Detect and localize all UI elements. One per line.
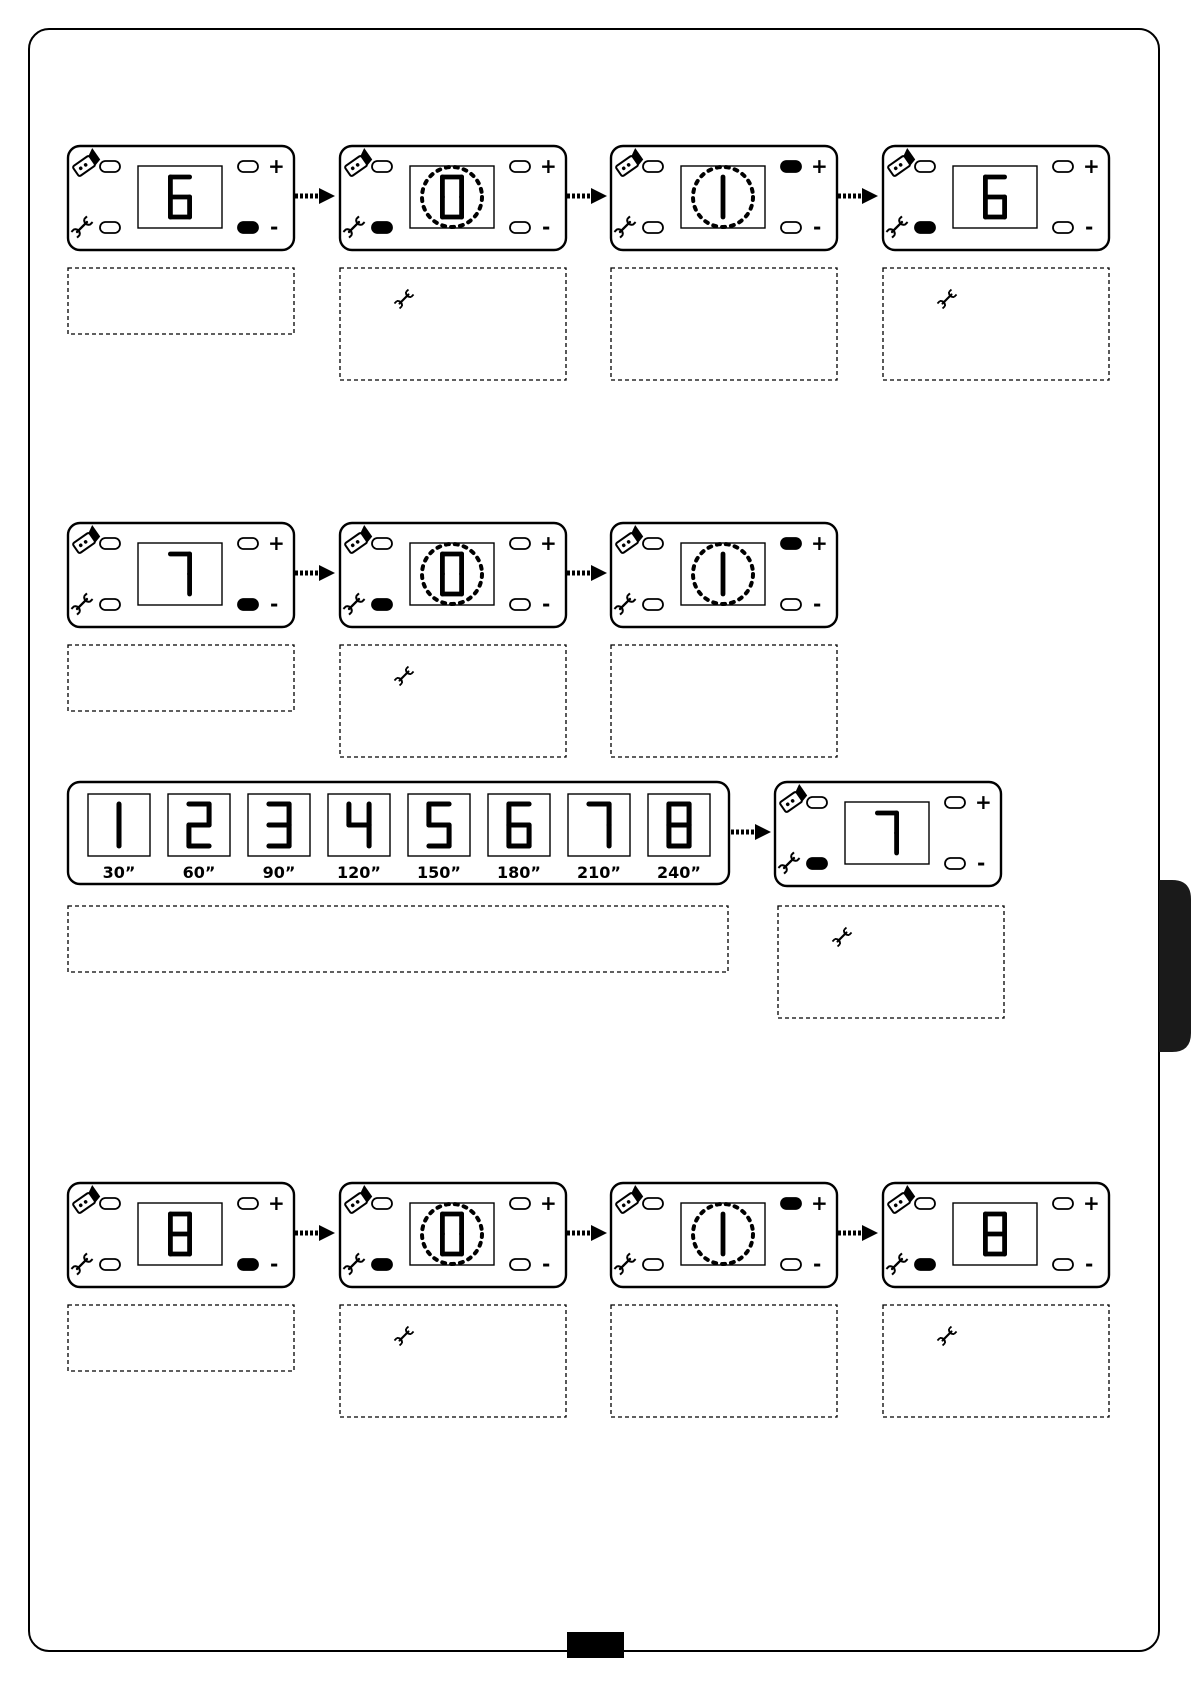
led-wrench xyxy=(372,222,392,233)
control-panel xyxy=(883,146,1109,250)
led-plus xyxy=(945,797,965,808)
led-remote xyxy=(100,161,120,172)
note-frame xyxy=(611,645,837,757)
led-remote xyxy=(643,1198,663,1209)
control-panel xyxy=(68,146,294,250)
chapter-side-tab xyxy=(1159,880,1191,1052)
minus-label: - xyxy=(270,592,279,616)
wrench-icon xyxy=(937,289,956,308)
time-option-5 xyxy=(408,794,470,882)
minus-label: - xyxy=(977,851,986,875)
arrow-right-icon xyxy=(295,565,335,581)
led-plus xyxy=(238,161,258,172)
led-wrench xyxy=(643,1259,663,1270)
led-remote xyxy=(372,161,392,172)
plus-label: + xyxy=(1083,1191,1100,1215)
minus-label: - xyxy=(270,1252,279,1276)
led-wrench xyxy=(643,222,663,233)
control-panel xyxy=(883,1183,1109,1287)
note-box xyxy=(68,268,294,334)
plus-label: + xyxy=(268,1191,285,1215)
wrench-icon xyxy=(937,1326,956,1345)
control-panel xyxy=(68,1183,294,1287)
led-wrench xyxy=(100,599,120,610)
led-minus xyxy=(781,222,801,233)
time-option-label: 210” xyxy=(577,863,621,882)
led-minus xyxy=(510,222,530,233)
plus-label: + xyxy=(811,1191,828,1215)
led-wrench xyxy=(915,222,935,233)
plus-label: + xyxy=(1083,154,1100,178)
led-minus xyxy=(1053,1259,1073,1270)
led-minus xyxy=(781,599,801,610)
led-plus xyxy=(781,1198,801,1209)
time-option-label: 180” xyxy=(497,863,541,882)
note-frame xyxy=(68,906,728,972)
time-option-label: 60” xyxy=(182,863,216,882)
control-panel xyxy=(340,1183,566,1287)
note-box xyxy=(883,268,1109,380)
note-frame xyxy=(340,268,566,380)
led-plus xyxy=(510,1198,530,1209)
note-box xyxy=(778,906,1004,1018)
minus-label: - xyxy=(813,592,822,616)
note-frame xyxy=(883,1305,1109,1417)
plus-label: + xyxy=(540,1191,557,1215)
note-box xyxy=(340,1305,566,1417)
note-frame xyxy=(340,645,566,757)
note-box xyxy=(68,645,294,711)
time-option-6 xyxy=(488,794,550,882)
note-frame xyxy=(883,268,1109,380)
page-number-tab xyxy=(567,1632,624,1658)
time-option-label: 150” xyxy=(417,863,461,882)
led-minus xyxy=(238,599,258,610)
time-option-label: 30” xyxy=(102,863,136,882)
minus-label: - xyxy=(813,1252,822,1276)
note-box xyxy=(611,1305,837,1417)
time-option-8 xyxy=(648,794,710,882)
note-box xyxy=(883,1305,1109,1417)
control-panel xyxy=(340,146,566,250)
time-option-label: 240” xyxy=(657,863,701,882)
arrow-right-icon xyxy=(295,1225,335,1241)
led-plus xyxy=(238,1198,258,1209)
led-plus xyxy=(781,538,801,549)
led-wrench xyxy=(643,599,663,610)
control-panel xyxy=(611,1183,837,1287)
led-remote xyxy=(915,1198,935,1209)
plus-label: + xyxy=(268,154,285,178)
note-frame xyxy=(611,1305,837,1417)
led-remote xyxy=(372,1198,392,1209)
wrench-icon xyxy=(394,1326,413,1345)
arrow-right-icon xyxy=(567,188,607,204)
led-wrench xyxy=(100,222,120,233)
led-remote xyxy=(643,161,663,172)
time-option-label: 90” xyxy=(262,863,296,882)
note-frame xyxy=(340,1305,566,1417)
control-panel xyxy=(340,523,566,627)
led-remote xyxy=(643,538,663,549)
arrow-right-icon xyxy=(838,1225,878,1241)
minus-label: - xyxy=(542,592,551,616)
led-plus xyxy=(1053,161,1073,172)
minus-label: - xyxy=(1085,215,1094,239)
control-panel xyxy=(775,782,1001,886)
plus-label: + xyxy=(540,154,557,178)
led-remote xyxy=(100,1198,120,1209)
note-frame xyxy=(68,1305,294,1371)
led-minus xyxy=(781,1259,801,1270)
led-remote xyxy=(807,797,827,808)
led-remote xyxy=(100,538,120,549)
minus-label: - xyxy=(813,215,822,239)
plus-label: + xyxy=(268,531,285,555)
note-frame xyxy=(778,906,1004,1018)
led-minus xyxy=(510,599,530,610)
led-minus xyxy=(945,858,965,869)
arrow-right-icon xyxy=(731,824,771,840)
led-plus xyxy=(510,161,530,172)
note-box xyxy=(611,268,837,380)
arrow-right-icon xyxy=(838,188,878,204)
control-panel xyxy=(611,523,837,627)
note-frame xyxy=(68,268,294,334)
led-minus xyxy=(510,1259,530,1270)
note-box xyxy=(611,645,837,757)
note-box xyxy=(68,906,728,972)
led-wrench xyxy=(372,599,392,610)
minus-label: - xyxy=(1085,1252,1094,1276)
led-wrench xyxy=(807,858,827,869)
led-plus xyxy=(781,161,801,172)
note-box xyxy=(340,645,566,757)
arrow-right-icon xyxy=(295,188,335,204)
time-option-4 xyxy=(328,794,390,882)
time-option-7 xyxy=(568,794,630,882)
note-frame xyxy=(611,268,837,380)
led-wrench xyxy=(915,1259,935,1270)
led-wrench xyxy=(372,1259,392,1270)
led-minus xyxy=(238,1259,258,1270)
plus-label: + xyxy=(811,154,828,178)
wrench-icon xyxy=(832,927,851,946)
plus-label: + xyxy=(540,531,557,555)
time-option-label: 120” xyxy=(337,863,381,882)
plus-label: + xyxy=(811,531,828,555)
note-box xyxy=(68,1305,294,1371)
led-minus xyxy=(238,222,258,233)
control-panel xyxy=(68,523,294,627)
wrench-icon xyxy=(394,289,413,308)
time-options-strip xyxy=(68,782,729,884)
led-plus xyxy=(510,538,530,549)
minus-label: - xyxy=(542,215,551,239)
minus-label: - xyxy=(542,1252,551,1276)
arrow-right-icon xyxy=(567,1225,607,1241)
minus-label: - xyxy=(270,215,279,239)
note-frame xyxy=(68,645,294,711)
led-remote xyxy=(372,538,392,549)
led-plus xyxy=(1053,1198,1073,1209)
wrench-icon xyxy=(394,666,413,685)
control-panel xyxy=(611,146,837,250)
arrow-right-icon xyxy=(567,565,607,581)
led-minus xyxy=(1053,222,1073,233)
note-box xyxy=(340,268,566,380)
plus-label: + xyxy=(975,790,992,814)
led-wrench xyxy=(100,1259,120,1270)
led-remote xyxy=(915,161,935,172)
led-plus xyxy=(238,538,258,549)
